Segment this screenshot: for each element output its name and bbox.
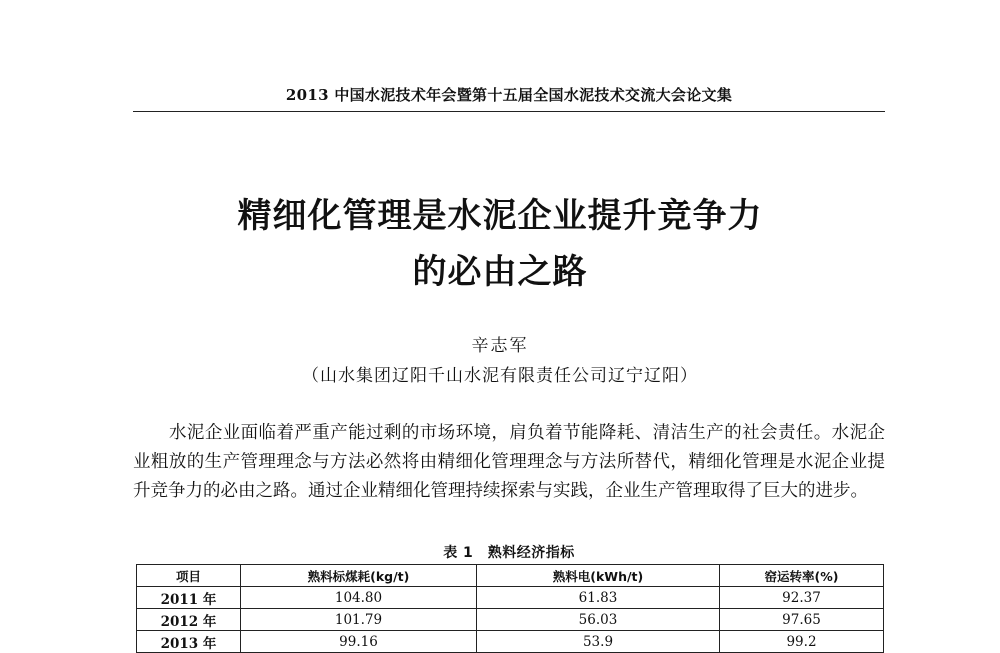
table-row — [137, 609, 884, 631]
table-header-row — [137, 565, 884, 587]
author-affiliation: （山水集团辽阳千山水泥有限责任公司辽宁辽阳） — [302, 366, 698, 386]
running-header: 2013 中国水泥技术年会暨第十五届全国水泥技术交流大会论文集 — [285, 86, 733, 104]
row-year: 2012 年 — [137, 609, 241, 631]
column-header-coal-consumption: 熟料标煤耗(kg/t) — [241, 565, 477, 587]
cell-kiln-run-rate: 92.37 — [720, 587, 884, 609]
table-row — [137, 631, 884, 653]
cell-electricity: 53.9 — [477, 631, 720, 653]
paper-title-line-1: 精细化管理是水泥企业提升竞争力 — [237, 196, 763, 236]
table-row — [137, 587, 884, 609]
cell-electricity: 61.83 — [477, 587, 720, 609]
row-year: 2011 年 — [137, 587, 241, 609]
row-year: 2013 年 — [137, 631, 241, 653]
header-divider — [133, 111, 885, 112]
clinker-economic-indicators-table — [136, 564, 884, 653]
cell-coal-consumption: 99.16 — [241, 631, 477, 653]
abstract-paragraph: 水泥企业面临着严重产能过剩的市场环境，肩负着节能降耗、清洁生产的社会责任。水泥企业粗放的生产管理理念与方法必然将由精细化管理理念与方法所替代，精细化管理是水泥企业提升竞争力的必由之路。通过企业精细化管理持续探索与实践，企业生产管理取得了巨大的进步。 — [133, 423, 885, 501]
column-header-electricity: 熟料电(kWh/t) — [477, 565, 720, 587]
table-caption: 表 1 熟料经济指标 — [443, 545, 575, 561]
cell-kiln-run-rate: 97.65 — [720, 609, 884, 631]
author-name: 辛志军 — [471, 336, 529, 356]
cell-coal-consumption: 104.80 — [241, 587, 477, 609]
cell-electricity: 56.03 — [477, 609, 720, 631]
cell-coal-consumption: 101.79 — [241, 609, 477, 631]
cell-kiln-run-rate: 99.2 — [720, 631, 884, 653]
column-header-item: 项目 — [137, 565, 241, 587]
paper-title-line-2: 的必由之路 — [412, 252, 588, 292]
column-header-kiln-run-rate: 窑运转率(%) — [720, 565, 884, 587]
